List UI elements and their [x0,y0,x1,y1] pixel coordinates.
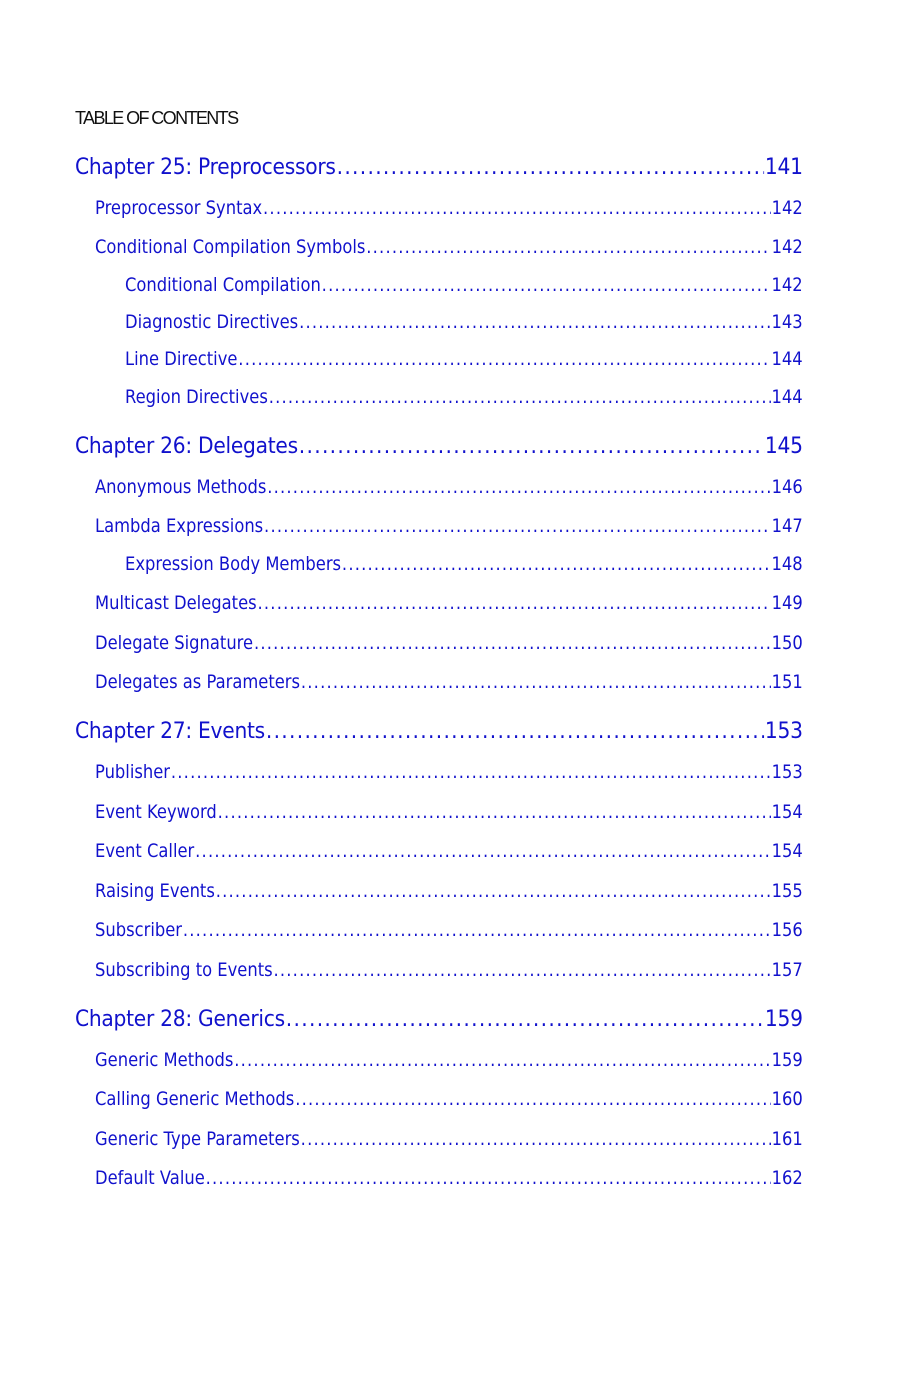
dot-leader [183,919,771,941]
toc-section-entry[interactable] [125,311,803,337]
dot-leader [299,434,764,459]
toc-entry-page-number: 162 [771,1167,803,1189]
dot-leader [171,761,771,783]
dot-leader [234,1049,771,1071]
toc-entry-page-number: 161 [771,1128,803,1150]
toc-chapter-entry[interactable] [75,155,803,185]
toc-entry-page-number: 157 [771,959,803,981]
dot-leader [263,197,771,219]
dot-leader [342,553,771,575]
dot-leader [301,671,771,693]
dot-leader [322,274,771,296]
toc-section-entry[interactable] [125,348,803,374]
toc-entry-title: Publisher [95,761,171,783]
toc-entry-page-number: 159 [771,1049,803,1071]
toc-entry-title: Chapter 28: Generics [75,1007,285,1032]
toc-entry-page-number: 159 [764,1007,803,1032]
toc-entry-title: Line Directive [125,348,238,370]
toc-entry-page-number: 156 [771,919,803,941]
dot-leader [218,801,771,823]
dot-leader [195,840,771,862]
toc-entry-title: Conditional Compilation [125,274,321,296]
toc-entry-title: Chapter 27: Events [75,719,265,744]
toc-section-entry[interactable] [95,632,803,658]
toc-entry-page-number: 145 [764,434,803,459]
toc-entry-page-number: 160 [771,1088,803,1110]
toc-entry-title: Generic Type Parameters [95,1128,300,1150]
toc-section-entry[interactable] [95,197,803,223]
toc-heading: TABLE OF CONTENTS [75,108,238,128]
toc-section-entry[interactable] [95,880,803,906]
toc-chapter-entry[interactable] [75,434,803,464]
toc-entry-page-number: 144 [771,348,803,370]
toc-entry-page-number: 149 [771,592,803,614]
toc-entry-title: Event Keyword [95,801,217,823]
toc-section-entry[interactable] [95,671,803,697]
toc-entry-title: Raising Events [95,880,215,902]
toc-entry-page-number: 142 [771,274,803,296]
toc-entry-page-number: 143 [771,311,803,333]
toc-entry-title: Region Directives [125,386,268,408]
toc-entry-title: Chapter 26: Delegates [75,434,298,459]
dot-leader [301,1128,771,1150]
dot-leader [238,348,770,370]
dot-leader [295,1088,771,1110]
toc-section-entry[interactable] [125,386,803,412]
toc-entry-page-number: 141 [764,155,803,180]
toc-entry-title: Chapter 25: Preprocessors [75,155,336,180]
dot-leader [264,515,771,537]
toc-entry-title: Delegate Signature [95,632,254,654]
toc-entry-title: Event Caller [95,840,195,862]
toc-entry-page-number: 150 [771,632,803,654]
toc-section-entry[interactable] [95,801,803,827]
toc-entry-title: Default Value [95,1167,205,1189]
toc-entry-title: Generic Methods [95,1049,234,1071]
toc-entry-page-number: 146 [771,476,803,498]
toc-chapter-entry[interactable] [75,719,803,749]
toc-section-entry[interactable] [95,1128,803,1154]
toc-entry-title: Conditional Compilation Symbols [95,236,366,258]
dot-leader [273,959,770,981]
toc-entry-page-number: 154 [771,840,803,862]
toc-entry-page-number: 154 [771,801,803,823]
toc-section-entry[interactable] [95,515,803,541]
toc-section-entry[interactable] [95,1049,803,1075]
toc-entry-page-number: 147 [771,515,803,537]
toc-entry-title: Delegates as Parameters [95,671,301,693]
toc-entry-title: Lambda Expressions [95,515,264,537]
dot-leader [266,719,764,744]
toc-entry-page-number: 153 [764,719,803,744]
toc-entry-title: Diagnostic Directives [125,311,299,333]
dot-leader [366,236,770,258]
toc-entry-title: Preprocessor Syntax [95,197,263,219]
toc-entry-page-number: 142 [771,197,803,219]
toc-entry-title: Expression Body Members [125,553,342,575]
toc-section-entry[interactable] [95,1088,803,1114]
toc-section-entry[interactable] [95,761,803,787]
toc-entry-page-number: 142 [771,236,803,258]
toc-section-entry[interactable] [95,476,803,502]
toc-entry-page-number: 144 [771,386,803,408]
toc-entry-title: Calling Generic Methods [95,1088,295,1110]
toc-entry-page-number: 151 [771,671,803,693]
toc-entry-page-number: 153 [771,761,803,783]
toc-entry-title: Subscribing to Events [95,959,273,981]
toc-section-entry[interactable] [125,553,803,579]
toc-entry-title: Anonymous Methods [95,476,267,498]
toc-section-entry[interactable] [95,1167,803,1193]
dot-leader [254,632,771,654]
toc-section-entry[interactable] [95,592,803,618]
dot-leader [267,476,771,498]
toc-entry-page-number: 148 [771,553,803,575]
dot-leader [286,1007,764,1032]
toc-entry-title: Multicast Delegates [95,592,257,614]
toc-section-entry[interactable] [125,274,803,300]
dot-leader [257,592,770,614]
toc-section-entry[interactable] [95,959,803,985]
toc-entry-title: Subscriber [95,919,183,941]
toc-chapter-entry[interactable] [75,1007,803,1037]
toc-entry-page-number: 155 [771,880,803,902]
dot-leader [216,880,771,902]
dot-leader [337,155,764,180]
toc-section-entry[interactable] [95,840,803,866]
dot-leader [206,1167,771,1189]
dot-leader [269,386,771,408]
dot-leader [299,311,771,333]
toc-section-entry[interactable] [95,919,803,945]
toc-section-entry[interactable] [95,236,803,262]
